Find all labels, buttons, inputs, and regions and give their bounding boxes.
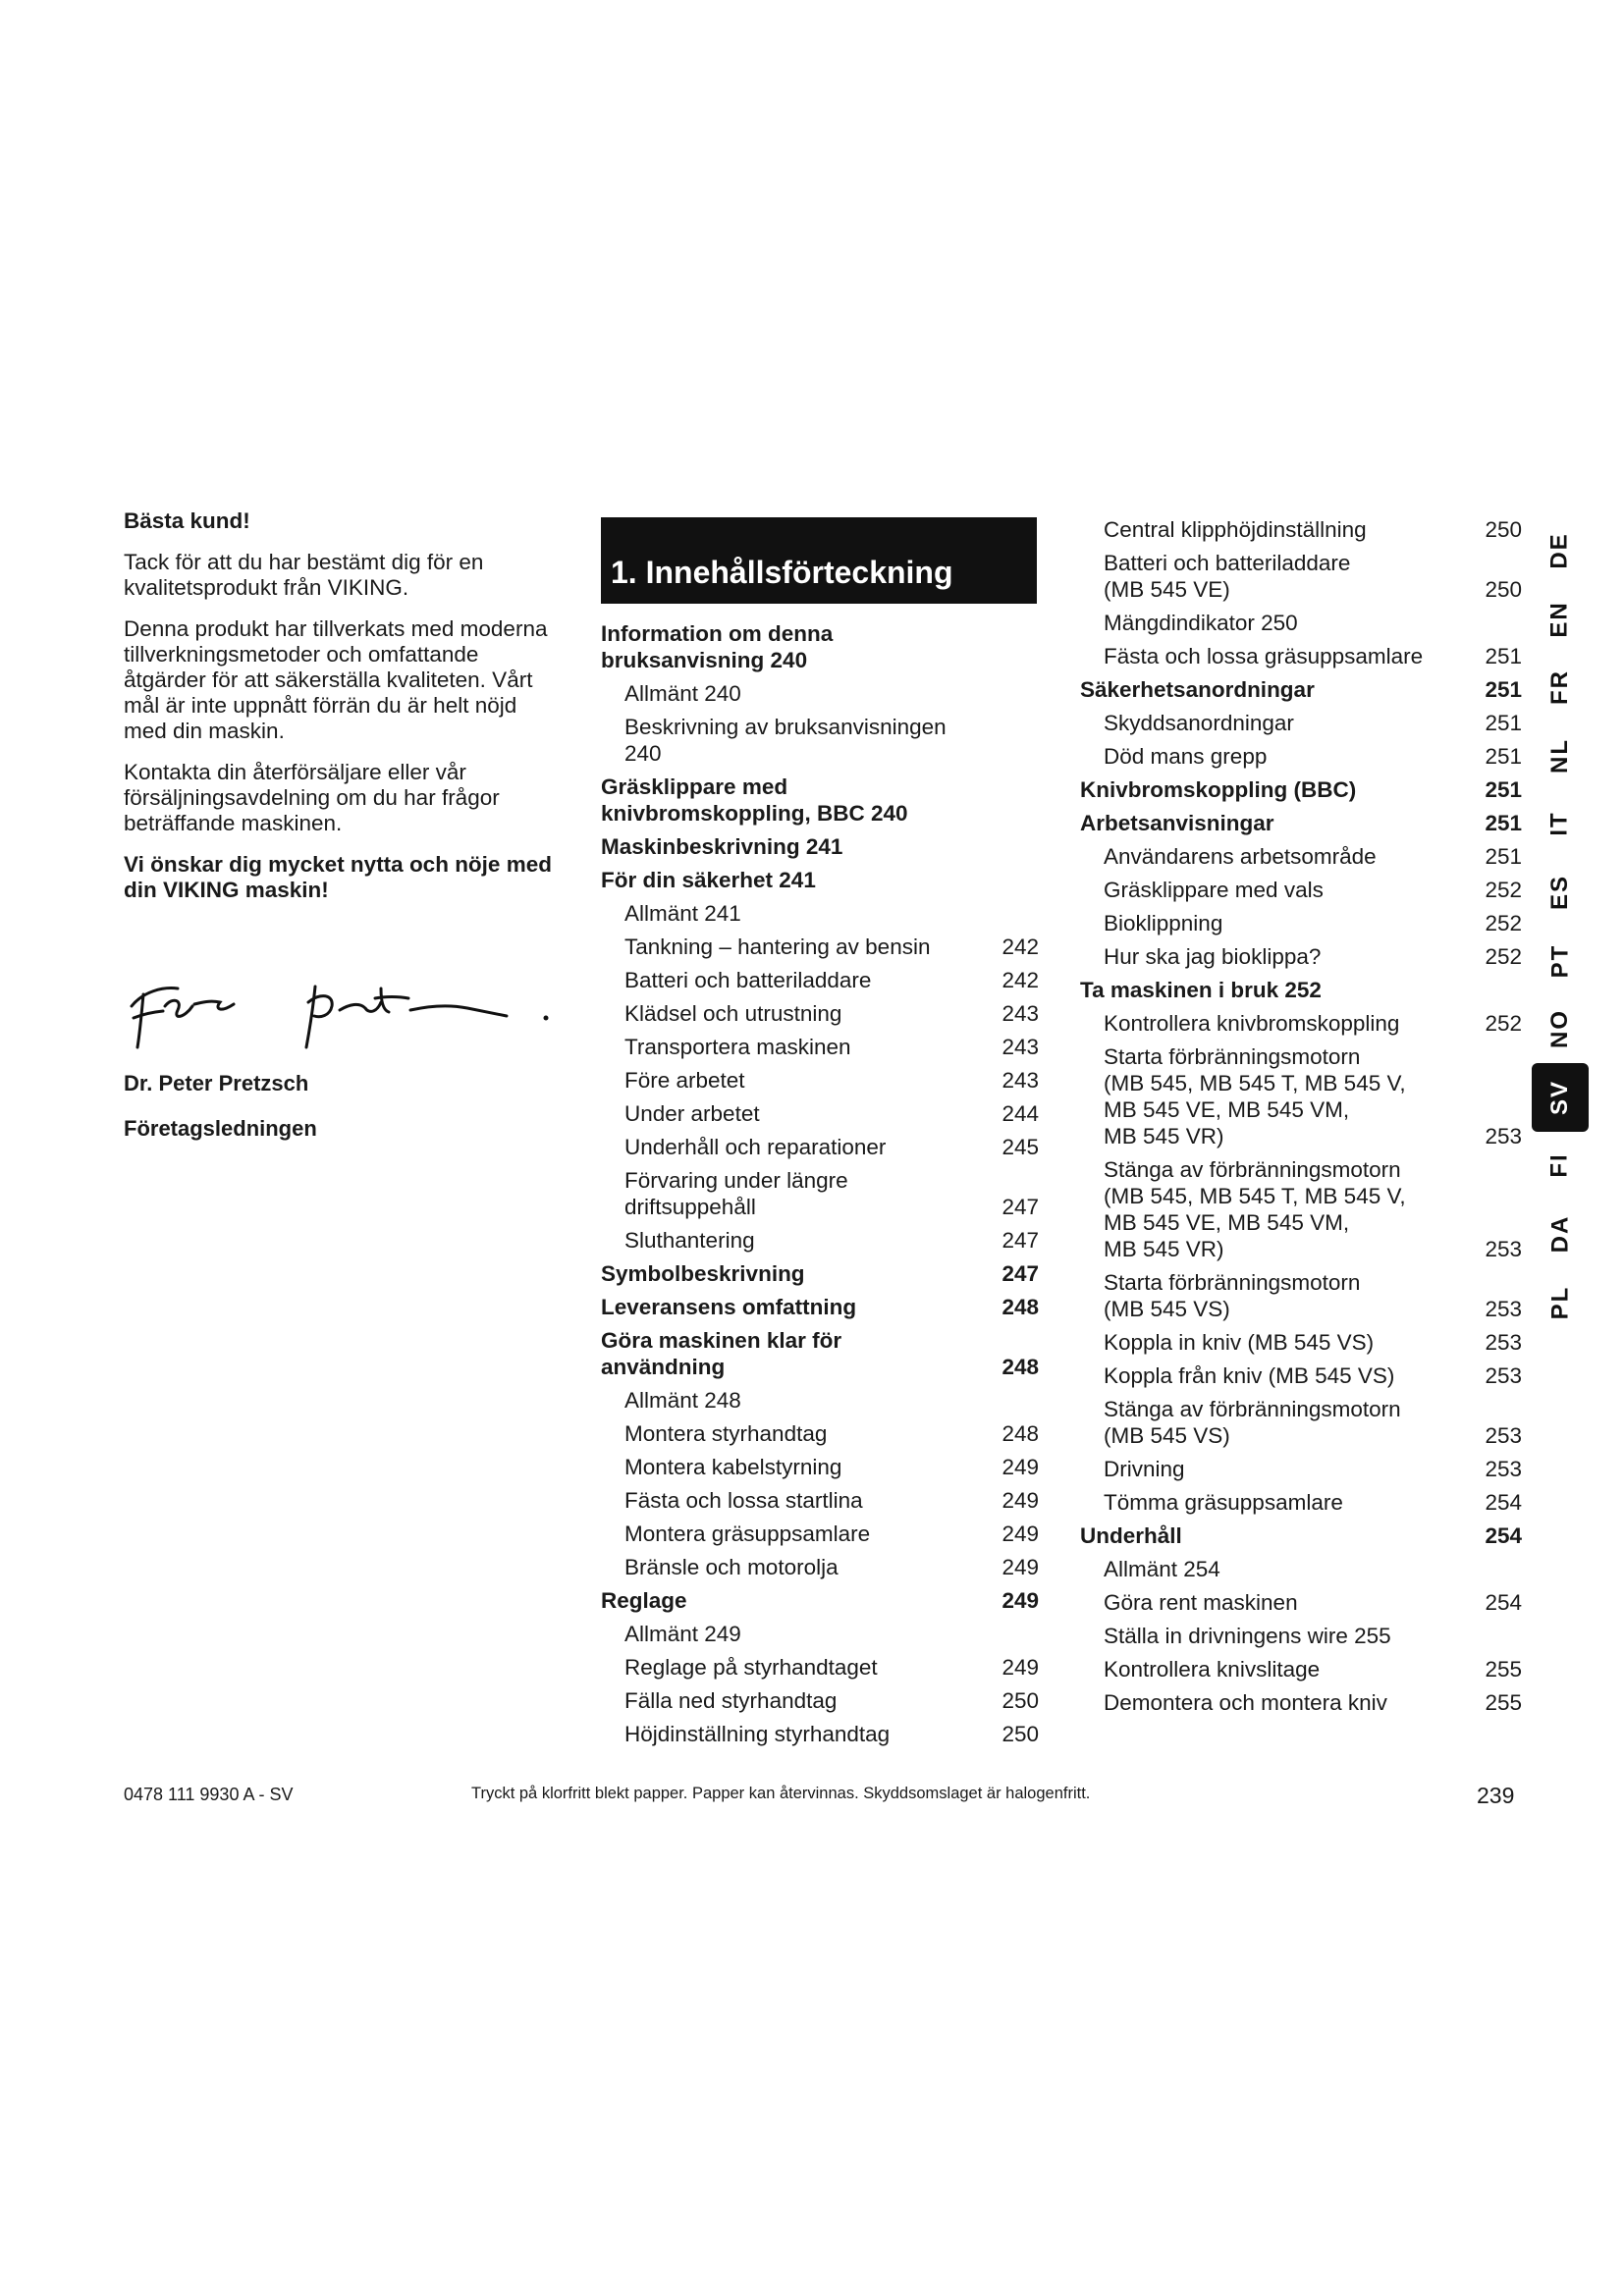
language-tab-nl [1532, 721, 1589, 790]
language-tab-label: ES [1545, 874, 1573, 911]
toc-entry-title: Mängdindikator 250 [1104, 611, 1298, 635]
toc-entry [1080, 516, 1522, 550]
toc-entry-title: Före arbetet [624, 1068, 745, 1093]
signer-name: Dr. Peter Pretzsch [124, 1071, 309, 1095]
toc-entry-title: Tömma gräsuppsamlare [1104, 1490, 1343, 1515]
toc-entry [601, 1621, 1043, 1654]
toc-entry-title: Allmänt 248 [624, 1388, 741, 1413]
toc-entry-title: Skyddsanordningar [1104, 711, 1294, 735]
toc-entry [1080, 1010, 1522, 1043]
toc-entry-title: Allmänt 240 [624, 681, 741, 706]
toc-entry-title: Maskinbeskrivning 241 [601, 834, 843, 859]
toc-entry [601, 1721, 1043, 1754]
toc-entry-page: 251 [1485, 644, 1522, 668]
toc-entry-page: 251 [1485, 711, 1522, 735]
toc-entry [601, 1034, 1043, 1067]
language-tab-it [1532, 789, 1589, 858]
toc-entry-title: Användarens arbetsområde [1104, 844, 1377, 869]
toc-section [1080, 810, 1522, 843]
toc-entry-page: 249 [1001, 1455, 1039, 1479]
language-tab-pl [1532, 1268, 1589, 1337]
toc-entry-page: 252 [1485, 878, 1522, 902]
toc-entry-title: Fästa och lossa startlina [624, 1488, 863, 1513]
toc-entry [601, 1227, 1043, 1260]
toc-entry-page: 251 [1485, 844, 1522, 869]
intro-paragraph-3: Kontakta din återförsäljare eller vår försäljningsavdelning om du har frågor beträffande maskinen. [124, 760, 500, 835]
toc-entry-page: 250 [1485, 577, 1522, 602]
toc-entry-page: 242 [1001, 934, 1039, 959]
toc-entry-page: 253 [1485, 1457, 1522, 1481]
toc-entry [601, 1521, 1043, 1554]
toc-entry-page: 251 [1485, 677, 1522, 702]
toc-entry-page: 244 [1001, 1101, 1039, 1126]
language-tab-da [1532, 1200, 1589, 1268]
toc-entry-title: Tankning – hantering av bensin [624, 934, 931, 959]
intro-paragraph-1: Tack för att du har bestämt dig för en kvalitetsprodukt från VIKING. [124, 550, 484, 600]
toc-entry [601, 1654, 1043, 1687]
language-tab-label: NL [1546, 737, 1573, 774]
toc-section [601, 1327, 1043, 1387]
toc-column-2 [1080, 516, 1522, 1723]
toc-entry [1080, 943, 1522, 977]
language-tab-label: IT [1545, 811, 1573, 837]
toc-entry-title: Montera kabelstyrning [624, 1455, 842, 1479]
toc-section [1080, 676, 1522, 710]
language-tab-label: SV [1545, 1079, 1573, 1115]
toc-entry-page: 243 [1001, 1035, 1039, 1059]
toc-entry-title: Göra rent maskinen [1104, 1590, 1298, 1615]
toc-entry-title: Leveransens omfattning [601, 1295, 857, 1319]
toc-column-1 [601, 620, 1043, 1754]
toc-entry-title: Reglage [601, 1588, 687, 1613]
language-tab-label: PT [1545, 943, 1573, 978]
language-tab-sv [1532, 1063, 1589, 1132]
toc-entry-page: 255 [1485, 1690, 1522, 1715]
language-tab-fr [1532, 653, 1589, 721]
toc-entry [1080, 1456, 1522, 1489]
toc-entry [1080, 710, 1522, 743]
toc-entry [1080, 910, 1522, 943]
language-tab-fi [1532, 1131, 1589, 1200]
toc-entry-page: 249 [1001, 1522, 1039, 1546]
toc-entry [601, 1687, 1043, 1721]
toc-entry [1080, 877, 1522, 910]
toc-entry-page: 248 [1001, 1295, 1039, 1319]
toc-entry [601, 1167, 1043, 1227]
toc-entry-page: 253 [1485, 1423, 1522, 1448]
toc-entry-page: 243 [1001, 1001, 1039, 1026]
language-tab-de [1532, 516, 1589, 585]
toc-entry-title: Transportera maskinen [624, 1035, 851, 1059]
toc-entry-title: Ställa in drivningens wire 255 [1104, 1624, 1391, 1648]
toc-entry-title: Bränsle och motorolja [624, 1555, 839, 1579]
toc-entry-title: Montera gräsuppsamlare [624, 1522, 871, 1546]
toc-entry-title: Fälla ned styrhandtag [624, 1688, 838, 1713]
toc-entry-title: Knivbromskoppling (BBC) [1080, 777, 1357, 802]
toc-entry-page: 253 [1485, 1237, 1522, 1261]
toc-entry-title: Gräsklippare med vals [1104, 878, 1324, 902]
intro-wish: Vi önskar dig mycket nytta och nöje med din VIKING maskin! [124, 852, 552, 902]
toc-entry [1080, 1623, 1522, 1656]
toc-entry-title: Arbetsanvisningar [1080, 811, 1274, 835]
intro-letter [124, 508, 556, 919]
toc-entry [1080, 743, 1522, 776]
language-tab-label: FR [1546, 669, 1573, 706]
toc-entry [601, 1420, 1043, 1454]
language-tab-en [1532, 585, 1589, 654]
toc-entry [1080, 1269, 1522, 1329]
toc-entry-page: 252 [1485, 911, 1522, 935]
toc-entry-page: 247 [1001, 1195, 1039, 1219]
toc-entry-page: 249 [1001, 1555, 1039, 1579]
toc-entry-title: Höjdinställning styrhandtag [624, 1722, 891, 1746]
toc-section [601, 1587, 1043, 1621]
toc-entry-title: Drivning [1104, 1457, 1185, 1481]
intro-paragraph-2: Denna produkt har tillverkats med moderna tillverkningsmetoder och omfattande åtgärder för att säkerställa kvaliteten. Vårt mål är inte uppnått förrän du är helt nöjd med din maskin. [124, 616, 548, 743]
language-tab-pt [1532, 927, 1589, 995]
toc-entry-title: Allmänt 241 [624, 901, 741, 926]
toc-entry-title: Demontera och montera kniv [1104, 1690, 1387, 1715]
toc-entry-title: Underhåll och reparationer [624, 1135, 887, 1159]
toc-entry-title: Reglage på styrhandtaget [624, 1655, 878, 1680]
toc-entry [1080, 1043, 1522, 1156]
toc-title: 1. Innehållsförteckning [601, 517, 1037, 604]
toc-entry-page: 247 [1001, 1228, 1039, 1253]
page-number: 239 [1477, 1783, 1515, 1808]
language-tab-label: FI [1545, 1152, 1573, 1179]
toc-entry-page: 252 [1485, 944, 1522, 969]
toc-entry-page: 247 [1001, 1261, 1039, 1286]
toc-entry [601, 1487, 1043, 1521]
toc-section [601, 620, 1043, 680]
toc-entry-page: 253 [1485, 1363, 1522, 1388]
signature-image [124, 967, 566, 1055]
toc-entry-title: Död mans grepp [1104, 744, 1268, 769]
toc-entry [1080, 1329, 1522, 1362]
toc-entry [601, 1100, 1043, 1134]
toc-entry [601, 967, 1043, 1000]
toc-entry-title: Stänga av förbränningsmotorn (MB 545, MB 545 T, MB 545 V, MB 545 VE, MB 545 VM, MB 545 VR) [1104, 1157, 1406, 1261]
toc-entry-title: Bioklippning [1104, 911, 1223, 935]
toc-entry-title: Gräsklippare med knivbromskoppling, BBC 240 [601, 774, 908, 826]
language-tab-label: DE [1546, 532, 1573, 569]
toc-entry-title: Säkerhetsanordningar [1080, 677, 1315, 702]
language-tab-label: NO [1546, 1009, 1573, 1049]
toc-section [1080, 977, 1522, 1010]
toc-entry-page: 250 [1001, 1688, 1039, 1713]
toc-entry-title: Starta förbränningsmotorn (MB 545, MB 545 T, MB 545 V, MB 545 VE, MB 545 VM, MB 545 VR) [1104, 1044, 1406, 1148]
toc-entry [1080, 610, 1522, 643]
toc-entry-title: Koppla från kniv (MB 545 VS) [1104, 1363, 1395, 1388]
language-tab-label: PL [1545, 1285, 1573, 1319]
toc-entry-page: 253 [1485, 1124, 1522, 1148]
toc-entry-title: Batteri och batteriladdare (MB 545 VE) [1104, 551, 1351, 602]
toc-entry-page: 254 [1485, 1490, 1522, 1515]
toc-entry [601, 1387, 1043, 1420]
toc-entry [1080, 1489, 1522, 1522]
toc-entry-title: Allmänt 254 [1104, 1557, 1220, 1581]
toc-entry [1080, 643, 1522, 676]
toc-entry-title: Göra maskinen klar för användning [601, 1328, 842, 1379]
toc-entry [601, 1000, 1043, 1034]
toc-entry-page: 254 [1485, 1590, 1522, 1615]
toc-entry-page: 248 [1001, 1355, 1039, 1379]
toc-entry-title: Symbolbeskrivning [601, 1261, 805, 1286]
toc-entry [1080, 1689, 1522, 1723]
toc-entry-page: 252 [1485, 1011, 1522, 1036]
toc-entry-title: Ta maskinen i bruk 252 [1080, 978, 1322, 1002]
toc-entry-page: 249 [1001, 1655, 1039, 1680]
toc-entry-title: Fästa och lossa gräsuppsamlare [1104, 644, 1424, 668]
toc-entry-title: Information om denna bruksanvisning 240 [601, 621, 834, 672]
toc-entry-page: 248 [1001, 1421, 1039, 1446]
toc-entry-title: Hur ska jag bioklippa? [1104, 944, 1322, 969]
footer-note: Tryckt på klorfritt blekt papper. Papper kan återvinnas. Skyddsomslaget är halogenfritt. [471, 1785, 1091, 1802]
toc-entry [601, 1067, 1043, 1100]
toc-entry [1080, 1362, 1522, 1396]
language-tab-label: DA [1545, 1214, 1573, 1254]
language-tab-es [1532, 858, 1589, 927]
toc-entry [601, 680, 1043, 714]
toc-entry-title: Under arbetet [624, 1101, 760, 1126]
toc-entry-title: Kontrollera knivbromskoppling [1104, 1011, 1400, 1036]
toc-entry-title: Montera styrhandtag [624, 1421, 828, 1446]
toc-entry-title: Sluthantering [624, 1228, 755, 1253]
toc-entry-page: 251 [1485, 744, 1522, 769]
language-tab-label: EN [1546, 600, 1573, 638]
toc-entry [1080, 550, 1522, 610]
toc-entry [1080, 1556, 1522, 1589]
toc-entry-page: 254 [1485, 1523, 1522, 1548]
document-number: 0478 111 9930 A - SV [124, 1785, 294, 1804]
toc-entry-page: 253 [1485, 1297, 1522, 1321]
toc-entry-title: Allmänt 249 [624, 1622, 741, 1646]
toc-entry [1080, 1589, 1522, 1623]
toc-entry [601, 900, 1043, 934]
toc-entry-page: 249 [1001, 1488, 1039, 1513]
language-tab-no [1532, 994, 1589, 1063]
toc-section [1080, 1522, 1522, 1556]
greeting: Bästa kund! [124, 508, 250, 533]
toc-entry [1080, 1396, 1522, 1456]
toc-entry [601, 714, 1043, 774]
signer-block [124, 1070, 556, 1143]
toc-entry-page: 255 [1485, 1657, 1522, 1682]
toc-entry-page: 251 [1485, 777, 1522, 802]
toc-entry-title: Beskrivning av bruksanvisningen 240 [624, 715, 947, 766]
toc-entry [1080, 1656, 1522, 1689]
toc-entry [601, 1134, 1043, 1167]
toc-entry-page: 243 [1001, 1068, 1039, 1093]
toc-entry-title: Underhåll [1080, 1523, 1182, 1548]
toc-entry-title: Stänga av förbränningsmotorn (MB 545 VS) [1104, 1397, 1401, 1448]
toc-entry-page: 249 [1001, 1588, 1039, 1613]
signer-role: Företagsledningen [124, 1116, 317, 1141]
toc-entry [1080, 1156, 1522, 1269]
toc-section [601, 867, 1043, 900]
toc-entry-title: Klädsel och utrustning [624, 1001, 842, 1026]
toc-section [601, 833, 1043, 867]
toc-entry-page: 250 [1001, 1722, 1039, 1746]
toc-entry-title: Starta förbränningsmotorn (MB 545 VS) [1104, 1270, 1361, 1321]
toc-entry [601, 1454, 1043, 1487]
toc-entry-title: Förvaring under längre driftsuppehåll [624, 1168, 848, 1219]
toc-entry-title: För din säkerhet 241 [601, 868, 816, 892]
toc-entry [601, 1554, 1043, 1587]
toc-section [601, 774, 1043, 833]
toc-entry [1080, 843, 1522, 877]
toc-section [601, 1260, 1043, 1294]
toc-entry-page: 250 [1485, 517, 1522, 542]
toc-entry-title: Koppla in kniv (MB 545 VS) [1104, 1330, 1375, 1355]
toc-entry-page: 245 [1001, 1135, 1039, 1159]
toc-entry-title: Batteri och batteriladdare [624, 968, 872, 992]
toc-section [601, 1294, 1043, 1327]
toc-entry-page: 253 [1485, 1330, 1522, 1355]
toc-entry-title: Kontrollera knivslitage [1104, 1657, 1321, 1682]
toc-section [1080, 776, 1522, 810]
toc-entry-title: Central klipphöjdinställning [1104, 517, 1367, 542]
toc-entry [601, 934, 1043, 967]
toc-entry-page: 242 [1001, 968, 1039, 992]
toc-entry-page: 251 [1485, 811, 1522, 835]
